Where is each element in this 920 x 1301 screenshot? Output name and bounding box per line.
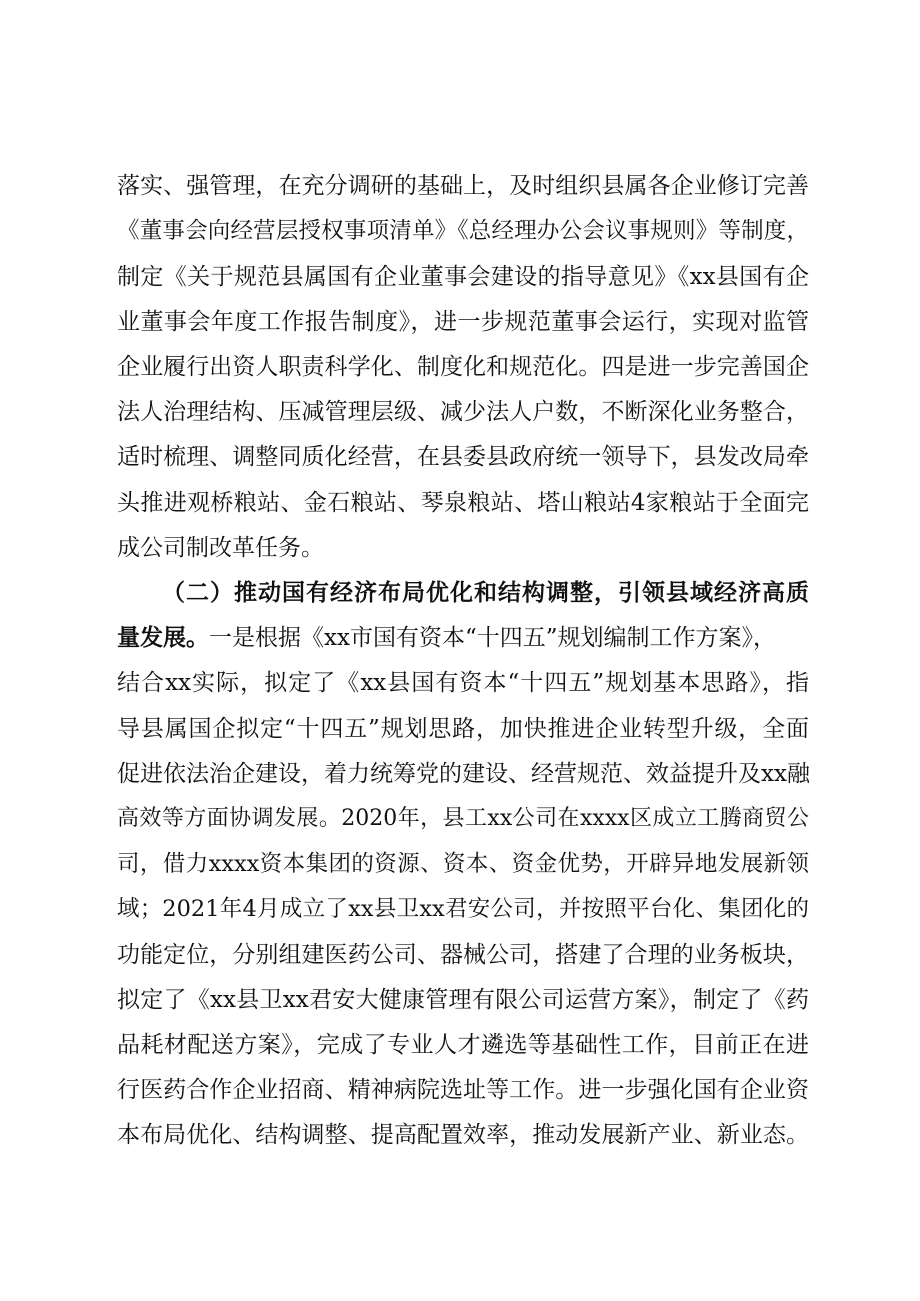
body-text-line: 落实、强管理，在充分调研的基础上，及时组织县属各企业修订完善 — [117, 173, 809, 199]
body-text-line: 头推进观桥粮站、金石粮站、琴泉粮站、塔山粮站4家粮站于全面完 — [117, 490, 809, 516]
body-text-line: 本布局优化、结构调整、提高配置效率，推动发展新产业、新业态。 — [117, 1122, 809, 1148]
body-text-line: 功能定位，分别组建医药公司、器械公司，搭建了合理的业务板块， — [117, 942, 809, 968]
body-text-line: 品耗材配送方案》，完成了专业人才遴选等基础性工作，目前正在进 — [117, 1032, 809, 1058]
body-text-segment: 一是根据《xx市国有资本“十四五”规划编制工作方案》， — [209, 625, 776, 651]
body-text-line: 拟定了《xx县卫xx君安大健康管理有限公司运营方案》，制定了《药 — [117, 987, 809, 1013]
body-text-line: 结合xx实际，拟定了《xx县国有资本“十四五”规划基本思路》，指 — [117, 670, 809, 696]
body-text-line: 业董事会年度工作报告制度》，进一步规范董事会运行，实现对监管 — [117, 309, 809, 335]
body-text-line: 适时梳理、调整同质化经营，在县委县政府统一领导下，县发改局牵 — [117, 444, 809, 470]
body-text-line: 域；2021年4月成立了xx县卫xx君安公司，并按照平台化、集团化的 — [117, 896, 809, 922]
section-heading-line: （二）推动国有经济布局优化和结构调整，引领县域经济高质 — [162, 579, 809, 606]
section-heading-tail: 量发展。 — [117, 624, 209, 651]
body-text-line: 成公司制改革任务。 — [117, 535, 324, 561]
body-text-line: 司，借力xxxx资本集团的资源、资本、资金优势，开辟异地发展新领 — [117, 851, 809, 877]
body-text-line: 法人治理结构、压减管理层级、减少法人户数，不断深化业务整合， — [117, 399, 809, 425]
section-heading-continuation — [117, 616, 809, 660]
body-text-line: 《董事会向经营层授权事项清单》《总经理办公会议事规则》等制度， — [117, 218, 809, 244]
body-text-line: 高效等方面协调发展。2020年，县工xx公司在xxxx区成立工腾商贸公 — [117, 806, 809, 831]
body-text-line: 促进依法治企建设，着力统筹党的建设、经营规范、效益提升及xx融 — [117, 761, 810, 787]
body-text-line: 制定《关于规范县属国有企业董事会建设的指导意见》《xx县国有企 — [117, 264, 809, 290]
body-text-line: 企业履行出资人职责科学化、制度化和规范化。四是进一步完善国企 — [117, 354, 809, 380]
body-text-line: 行医药合作企业招商、精神病院选址等工作。进一步强化国有企业资 — [117, 1077, 809, 1103]
body-text-line: 导县属国企拟定“十四五”规划思路，加快推进企业转型升级，全面 — [117, 716, 809, 742]
